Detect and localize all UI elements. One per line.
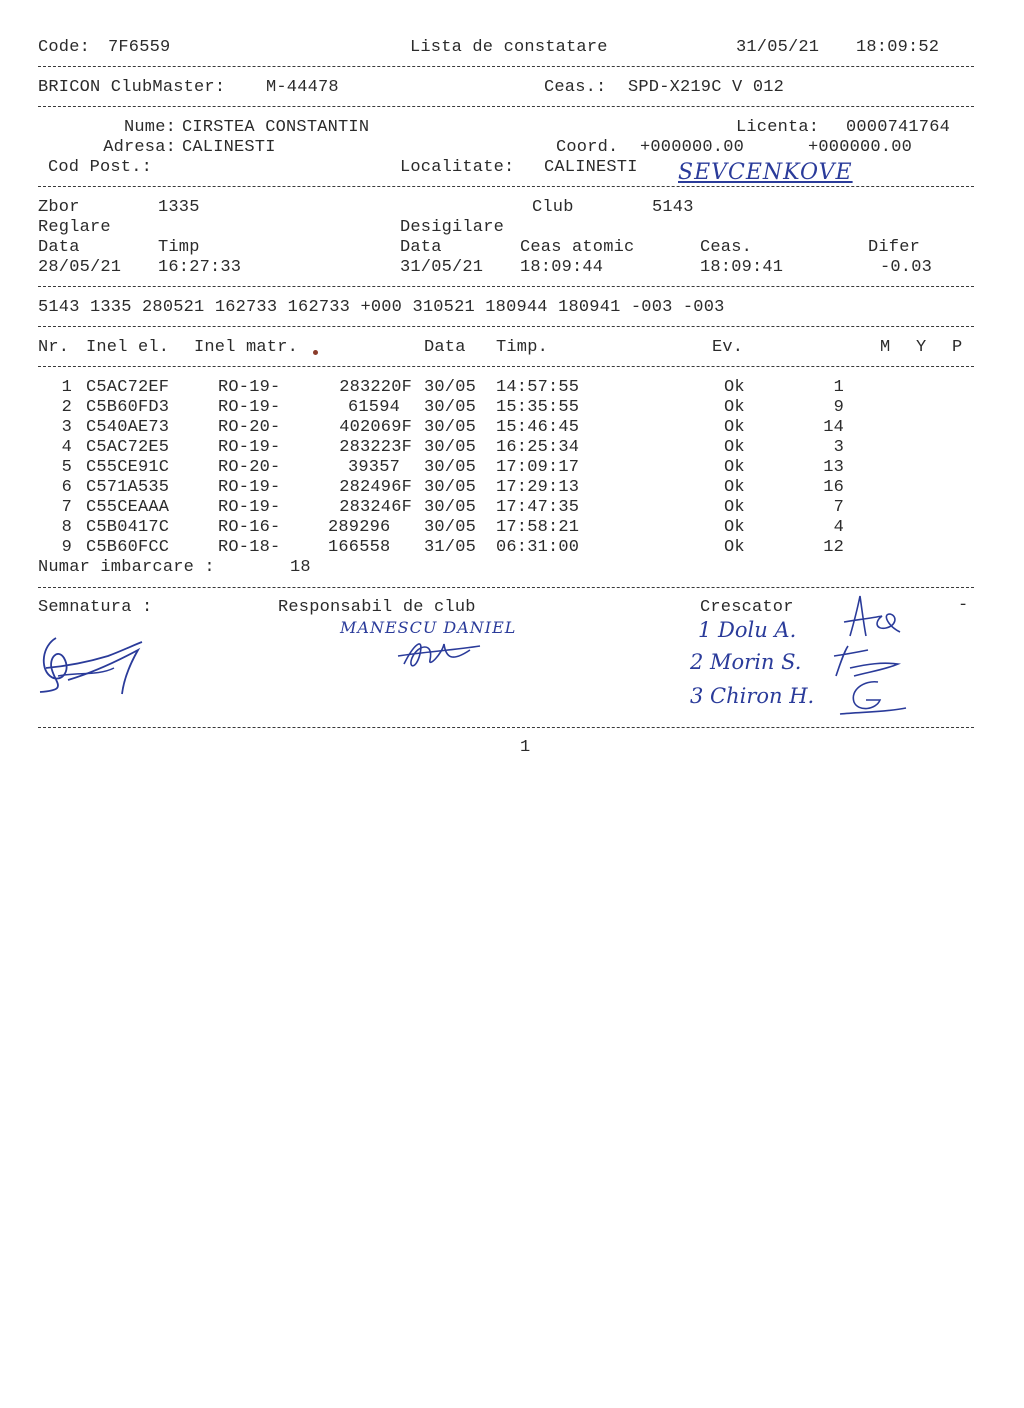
- row-nr: 8: [61, 518, 72, 537]
- desig-date: 31/05/21: [400, 258, 484, 277]
- club-label: Club: [532, 198, 574, 217]
- col-p: P: [952, 338, 963, 357]
- flight-label: Zbor: [38, 198, 80, 217]
- clock-value: SPD-X219C V 012: [628, 78, 785, 97]
- reglare-date-label: Data: [38, 238, 80, 257]
- flight-code-line: 5143 1335 280521 162733 162733 +000 310521 180944 180941 -003 -003: [38, 298, 725, 317]
- row-ring: 283220F: [339, 378, 412, 397]
- row-pos: 7: [833, 498, 844, 517]
- locality-value: CALINESTI: [544, 158, 638, 177]
- row-time: 15:35:55: [496, 398, 580, 417]
- row-ev: Ok: [724, 418, 745, 437]
- clubmaster-value: M-44478: [266, 78, 339, 97]
- divider: [38, 587, 974, 588]
- address-value: CALINESTI: [182, 138, 276, 157]
- name-label: Nume:: [123, 118, 176, 137]
- row-ev: Ok: [724, 478, 745, 497]
- col-data: Data: [424, 338, 466, 357]
- row-series: RO-19-: [218, 438, 281, 457]
- desigilare-label: Desigilare: [400, 218, 505, 237]
- row-time: 17:47:35: [496, 498, 580, 517]
- row-pos: 4: [833, 518, 844, 537]
- row-pos: 1: [833, 378, 844, 397]
- row-series: RO-20-: [218, 458, 281, 477]
- clock-time-label: Ceas.: [700, 238, 753, 257]
- row-series: RO-19-: [218, 378, 281, 397]
- row-date: 30/05: [424, 478, 477, 497]
- boarding-label: Numar imbarcare :: [38, 558, 215, 577]
- flight-value: 1335: [158, 198, 200, 217]
- signature-mark-left: [38, 628, 148, 700]
- row-ring: 166558: [328, 538, 391, 557]
- ink-dot: [313, 350, 318, 355]
- locality-label: Localitate:: [400, 158, 515, 177]
- row-date: 30/05: [424, 438, 477, 457]
- row-inel-el: C571A535: [86, 478, 170, 497]
- row-ev: Ok: [724, 518, 745, 537]
- row-ev: Ok: [724, 538, 745, 557]
- row-nr: 6: [61, 478, 72, 497]
- row-series: RO-20-: [218, 418, 281, 437]
- row-time: 15:46:45: [496, 418, 580, 437]
- col-m: M: [880, 338, 891, 357]
- row-inel-el: C5B60FCC: [86, 538, 170, 557]
- clock-time: 18:09:41: [700, 258, 784, 277]
- boarding-count: 18: [290, 558, 311, 577]
- divider: [38, 106, 974, 107]
- row-date: 30/05: [424, 398, 477, 417]
- breeder-3: 3 Chiron H.: [690, 684, 815, 708]
- coord-x: +000000.00: [640, 138, 745, 157]
- signature-label: Semnatura :: [38, 598, 153, 617]
- atomic-clock-label: Ceas atomic: [520, 238, 635, 257]
- row-time: 17:29:13: [496, 478, 580, 497]
- handwritten-place: SEVCENKOVE: [678, 160, 853, 185]
- row-ev: Ok: [724, 498, 745, 517]
- code-label: Code:: [38, 38, 91, 57]
- row-nr: 7: [61, 498, 72, 517]
- divider: [38, 66, 974, 67]
- row-nr: 4: [61, 438, 72, 457]
- table-row: [0, 538, 1024, 558]
- row-nr: 9: [61, 538, 72, 557]
- reglare-label: Reglare: [38, 218, 111, 237]
- divider: [38, 186, 974, 187]
- row-series: RO-19-: [218, 478, 281, 497]
- table-row: [0, 398, 1024, 418]
- row-series: RO-18-: [218, 538, 281, 557]
- table-row: [0, 518, 1024, 538]
- reglare-date: 28/05/21: [38, 258, 122, 277]
- breeder-2: 2 Morin S.: [690, 650, 802, 674]
- table-row: [0, 498, 1024, 518]
- row-ev: Ok: [724, 438, 745, 457]
- coord-y: +000000.00: [808, 138, 913, 157]
- page-title: Lista de constatare: [410, 38, 608, 57]
- table-row: [0, 478, 1024, 498]
- row-inel-el: C5B60FD3: [86, 398, 170, 417]
- row-inel-el: C540AE73: [86, 418, 170, 437]
- col-inel-matr: Inel matr.: [194, 338, 299, 357]
- desig-date-label: Data: [400, 238, 442, 257]
- club-responsible-label: Responsabil de club: [278, 598, 476, 617]
- signature-mark-breeder-1: [836, 592, 916, 640]
- row-ring: 282496F: [339, 478, 412, 497]
- license-label: Licenta:: [736, 118, 820, 137]
- col-ev: Ev.: [712, 338, 744, 357]
- row-nr: 3: [61, 418, 72, 437]
- row-ev: Ok: [724, 398, 745, 417]
- row-ring: 402069F: [339, 418, 412, 437]
- breeder-label: Crescator: [700, 598, 794, 617]
- row-inel-el: C5AC72EF: [86, 378, 170, 397]
- clock-label: Ceas.:: [544, 78, 607, 97]
- page-number: 1: [520, 738, 531, 757]
- row-pos: 12: [823, 538, 844, 557]
- row-date: 30/05: [424, 498, 477, 517]
- row-time: 17:09:17: [496, 458, 580, 477]
- responsible-name: MANESCU DANIEL: [340, 618, 517, 637]
- row-time: 14:57:55: [496, 378, 580, 397]
- row-ring: 61594: [347, 398, 400, 417]
- divider: [38, 727, 974, 728]
- row-pos: 13: [823, 458, 844, 477]
- row-nr: 1: [61, 378, 72, 397]
- signature-mark-breeder-3: [836, 676, 912, 720]
- row-date: 30/05: [424, 378, 477, 397]
- row-series: RO-19-: [218, 398, 281, 417]
- row-date: 30/05: [424, 418, 477, 437]
- row-ring: 39357: [347, 458, 400, 477]
- row-date: 30/05: [424, 518, 477, 537]
- clubmaster-label: BRICON ClubMaster:: [38, 78, 226, 97]
- breeder-1: 1 Dolu A.: [698, 618, 797, 642]
- dash-mark: -: [958, 596, 969, 615]
- table-row: [0, 378, 1024, 398]
- address-label: Adresa:: [103, 138, 176, 157]
- row-ring: 283223F: [339, 438, 412, 457]
- license-value: 0000741764: [846, 118, 951, 137]
- difference-label: Difer: [868, 238, 921, 257]
- row-nr: 5: [61, 458, 72, 477]
- header-date: 31/05/21: [736, 38, 820, 57]
- col-y: Y: [916, 338, 927, 357]
- reglare-time-label: Timp: [158, 238, 200, 257]
- row-series: RO-16-: [218, 518, 281, 537]
- table-row: [0, 438, 1024, 458]
- row-pos: 9: [833, 398, 844, 417]
- signature-mark-responsible: [394, 634, 484, 674]
- row-ring: 283246F: [339, 498, 412, 517]
- row-inel-el: C55CE91C: [86, 458, 170, 477]
- atomic-time: 18:09:44: [520, 258, 604, 277]
- owner-name: CIRSTEA CONSTANTIN: [182, 118, 370, 137]
- row-ring: 289296: [328, 518, 391, 537]
- row-inel-el: C55CEAAA: [86, 498, 170, 517]
- divider: [38, 286, 974, 287]
- table-row: [0, 418, 1024, 438]
- row-time: 06:31:00: [496, 538, 580, 557]
- divider: [38, 366, 974, 367]
- col-timp: Timp.: [496, 338, 549, 357]
- row-ev: Ok: [724, 458, 745, 477]
- row-ev: Ok: [724, 378, 745, 397]
- postal-label: Cod Post.:: [48, 158, 153, 177]
- coord-label: Coord.: [556, 138, 619, 157]
- row-time: 17:58:21: [496, 518, 580, 537]
- row-time: 16:25:34: [496, 438, 580, 457]
- row-pos: 16: [823, 478, 844, 497]
- reglare-time: 16:27:33: [158, 258, 242, 277]
- col-inel-el: Inel el.: [86, 338, 170, 357]
- col-nr: Nr.: [38, 338, 70, 357]
- code-value: 7F6559: [108, 38, 171, 57]
- row-nr: 2: [61, 398, 72, 417]
- club-value: 5143: [652, 198, 694, 217]
- row-date: 31/05: [424, 538, 477, 557]
- table-row: [0, 458, 1024, 478]
- row-date: 30/05: [424, 458, 477, 477]
- row-pos: 3: [833, 438, 844, 457]
- row-series: RO-19-: [218, 498, 281, 517]
- row-pos: 14: [823, 418, 844, 437]
- row-inel-el: C5AC72E5: [86, 438, 170, 457]
- header-time: 18:09:52: [856, 38, 940, 57]
- row-inel-el: C5B0417C: [86, 518, 170, 537]
- difference-value: -0.03: [880, 258, 933, 277]
- divider: [38, 326, 974, 327]
